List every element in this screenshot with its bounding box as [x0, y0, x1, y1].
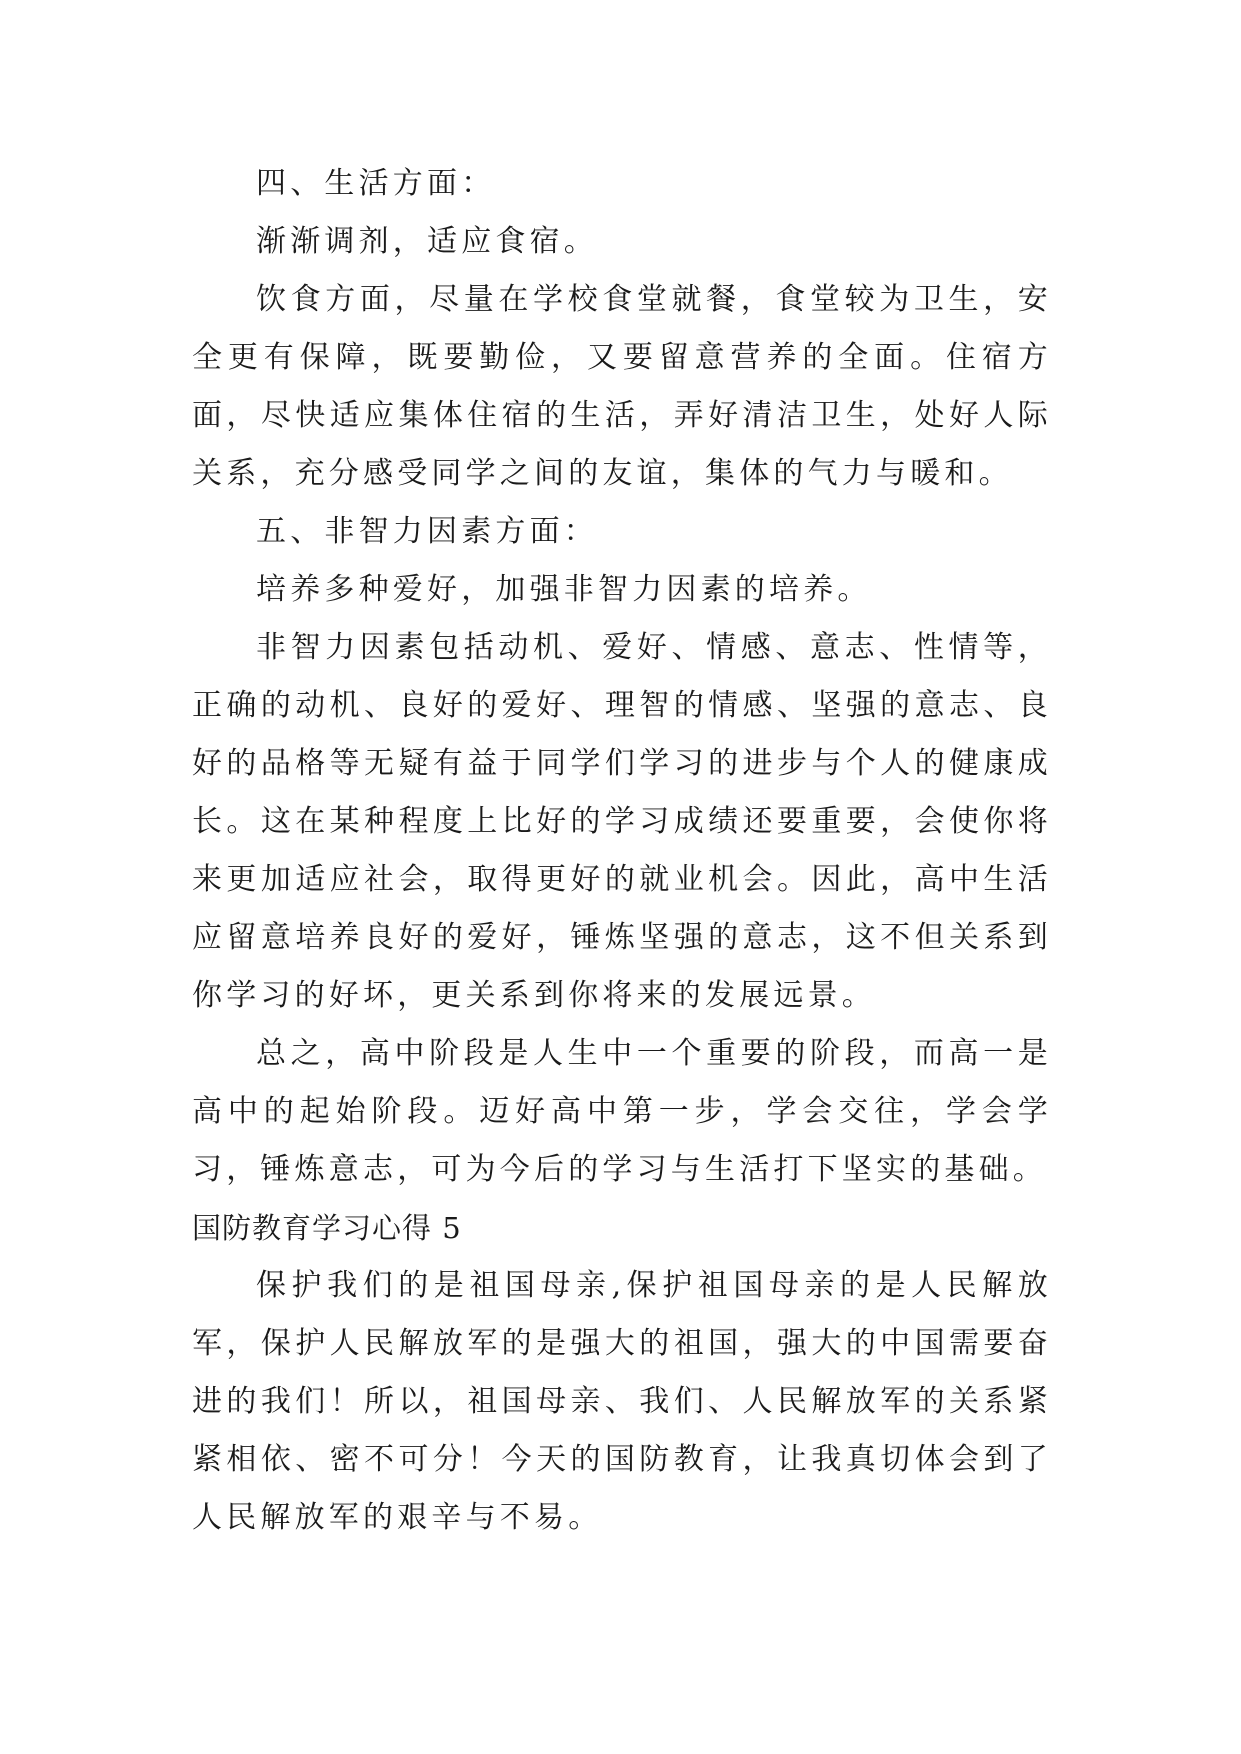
paragraph-national-defense: 保护我们的是祖国母亲,保护祖国母亲的是人民解放军，保护人民解放军的是强大的祖国，强大的中国需要奋进的我们！所以，祖国母亲、我们、人民解放军的关系紧紧相依、密不可分！今天的国防教育，让我真切体会到了人民解放军的艰辛与不易。 — [192, 1268, 1052, 1535]
paragraph-conclusion: 总之，高中阶段是人生中一个重要的阶段，而高一是高中的起始阶段。迈好高中第一步，学会交往，学会学习，锤炼意志，可为今后的学习与生活打下坚实的基础。 — [192, 1036, 1052, 1187]
section-summary-life: 渐渐调剂，适应食宿。 — [256, 224, 598, 259]
paragraph-non-intellectual-factors: 非智力因素包括动机、爱好、情感、意志、性情等，正确的动机、良好的爱好、理智的情感、坚强的意志、良好的品格等无疑有益于同学们学习的进步与个人的健康成长。这在某种程度上比好的学习成绩还要重要，会使你将来更加适应社会，取得更好的就业机会。因此，高中生活应留意培养良好的爱好，锤炼坚强的意志，这不但关系到你学习的好坏，更关系到你将来的发展远景。 — [192, 630, 1052, 1013]
article-title: 国防教育学习心得 5 — [192, 1211, 462, 1245]
paragraph-diet-lodging: 饮食方面，尽量在学校食堂就餐，食堂较为卫生，安全更有保障，既要勤俭，又要留意营养的全面。住宿方面，尽快适应集体住宿的生活，弄好清洁卫生，处好人际关系，充分感受同学之间的友谊，集体的气力与暖和。 — [192, 282, 1052, 491]
document-body — [192, 155, 1052, 1547]
section-heading-life: 四、生活方面： — [256, 166, 496, 201]
section-summary-non-intellectual: 培养多种爱好，加强非智力因素的培养。 — [256, 572, 872, 607]
section-heading-non-intellectual: 五、非智力因素方面： — [256, 514, 598, 549]
